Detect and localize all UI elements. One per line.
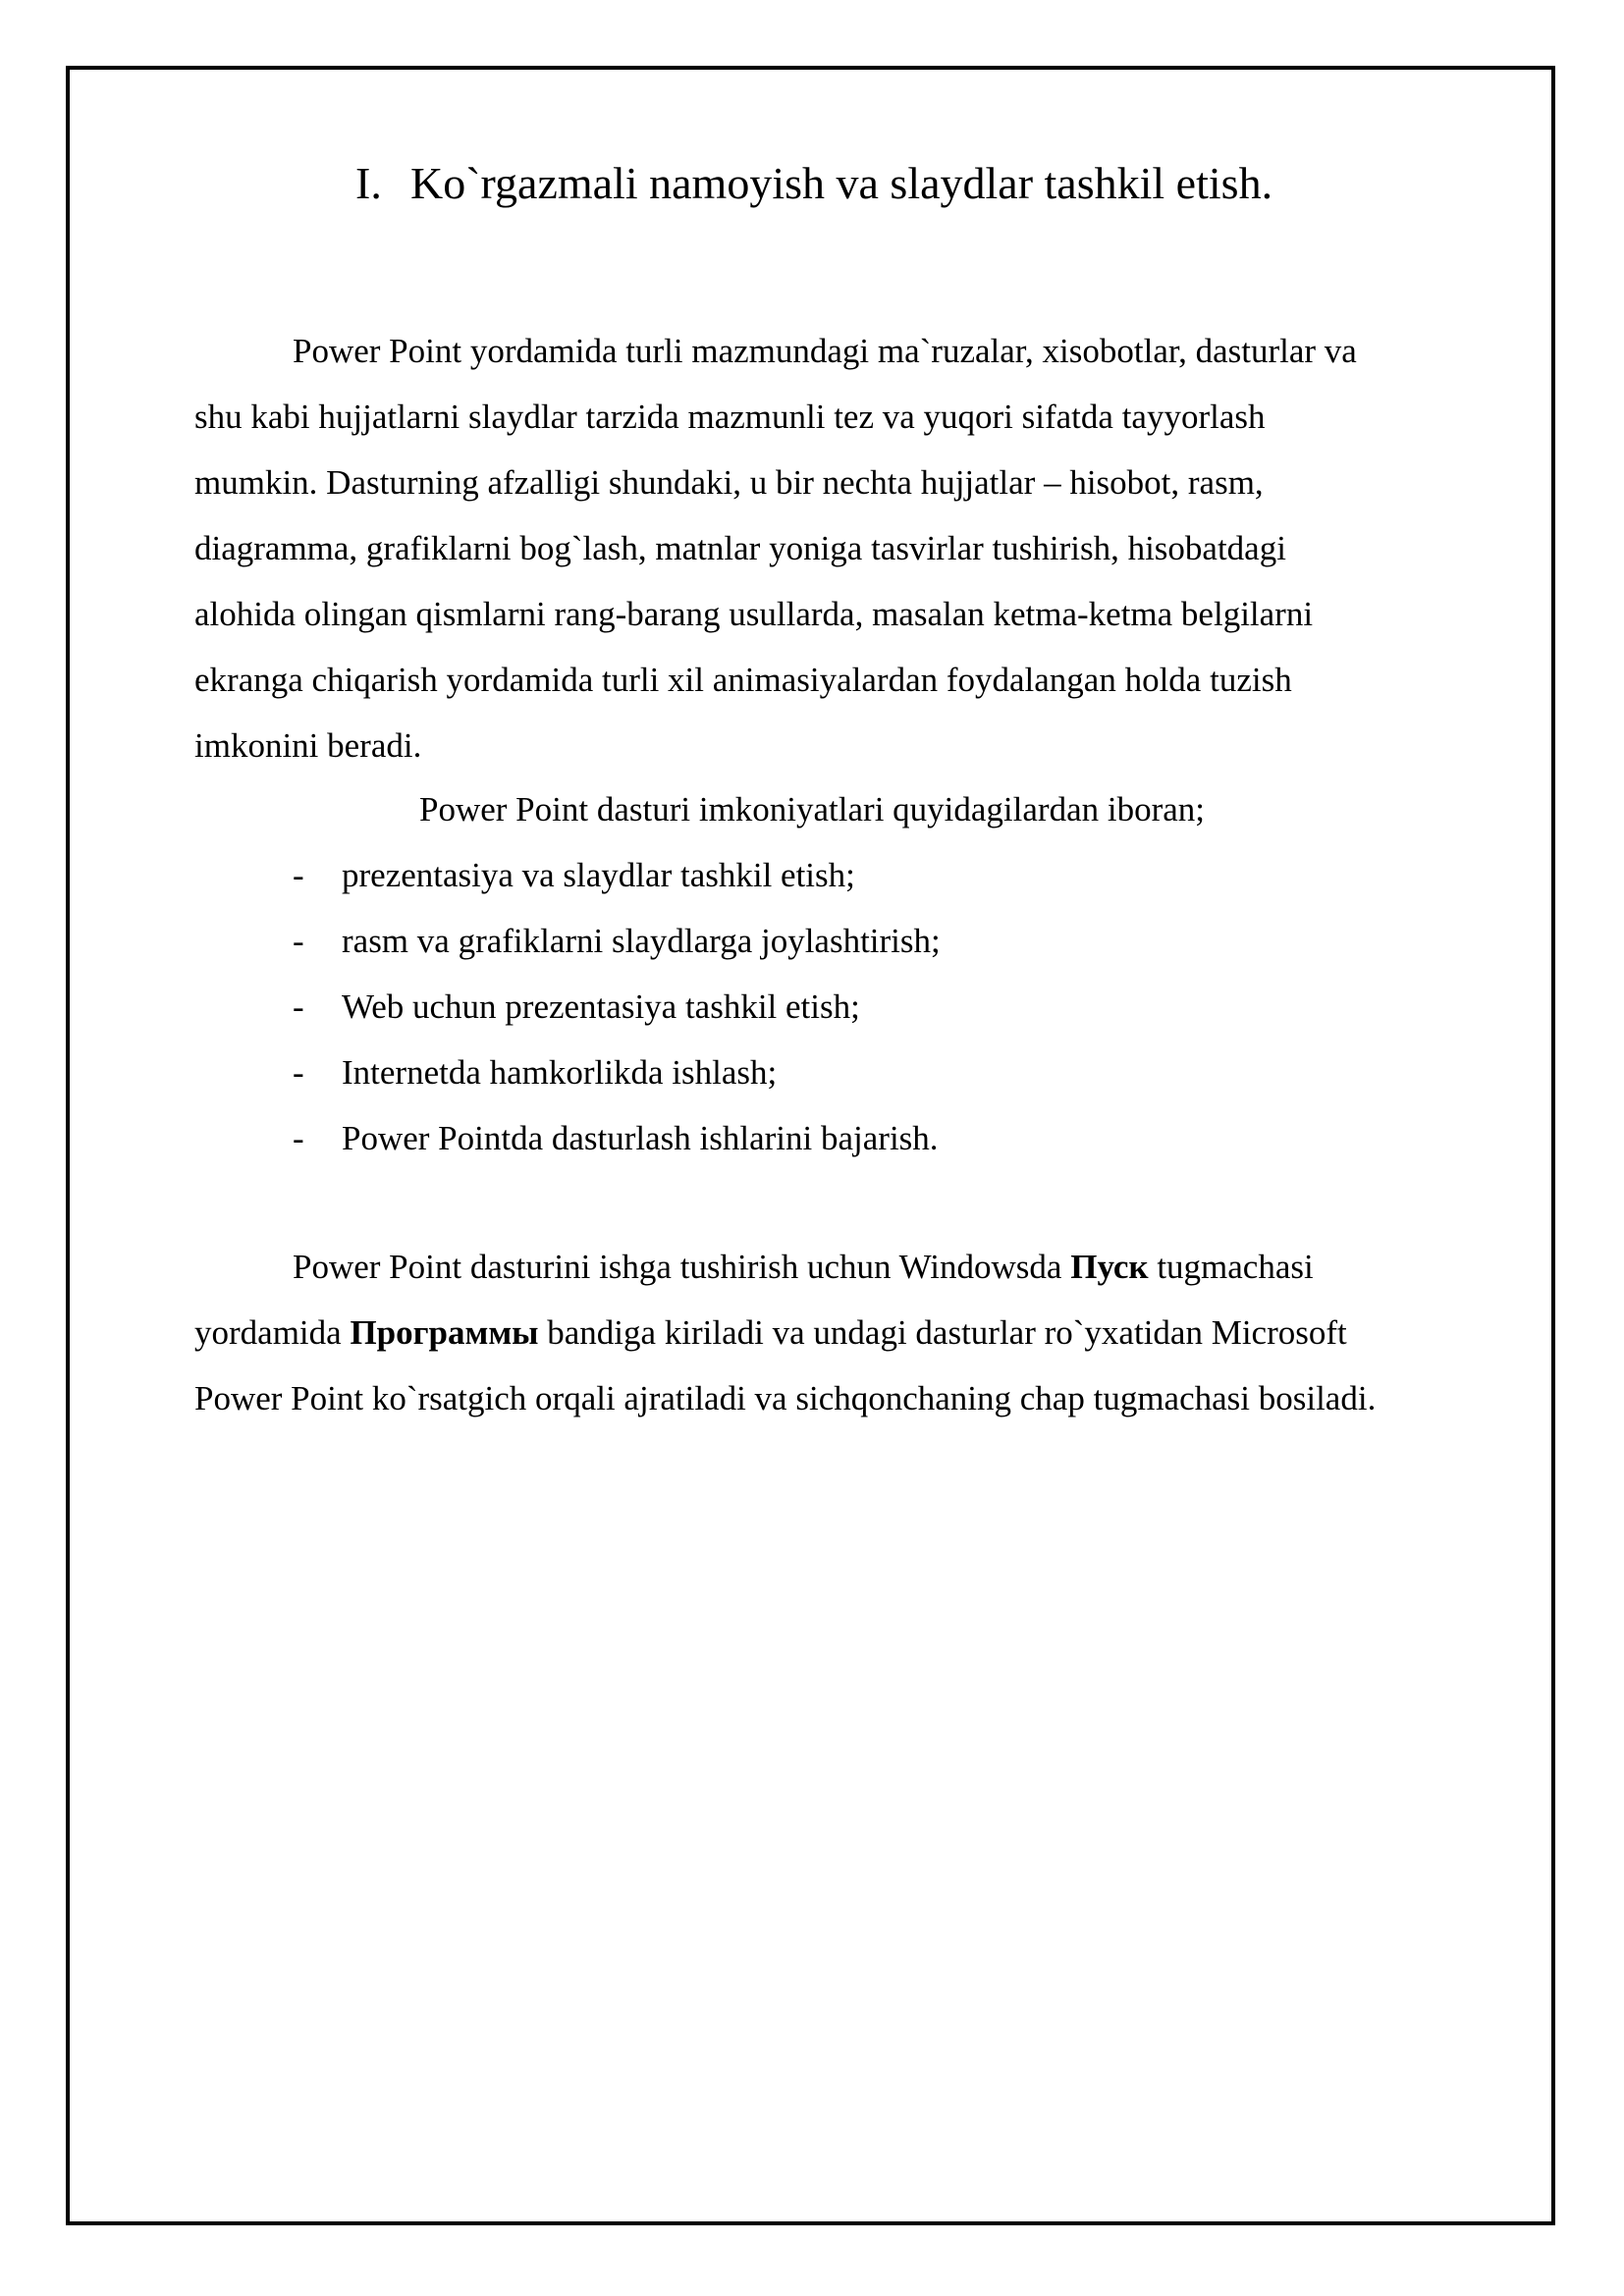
start-button-term: Пуск: [1070, 1248, 1149, 1286]
programs-term: Программы: [350, 1313, 539, 1352]
section-title: Ko`rgazmali namoyish va slaydlar tashkil etish.: [410, 158, 1273, 208]
launch-line: Power Point ko`rsatgich orqali ajratiladi va sichqonchaning chap tugmachasi bosiladi.: [194, 1379, 1377, 1417]
capabilities-intro: Power Point dasturi imkoniyatlari quyidagilardan iboran;: [419, 790, 1205, 828]
list-item: [0, 842, 1624, 908]
list-dash: -: [293, 856, 304, 894]
section-number: I.: [355, 158, 382, 208]
intro-line: ekranga chiqarish yordamida turli xil animasiyalardan foydalangan holda tuzish: [194, 661, 1292, 699]
list-item-text: Power Pointda dasturlash ishlarini bajarish.: [342, 1119, 939, 1157]
launch-text: bandiga kiriladi va undagi dasturlar ro`yxatidan Microsoft: [538, 1313, 1347, 1352]
capabilities-list: [0, 842, 1624, 1171]
list-item-text: rasm va grafiklarni slaydlarga joylashtirish;: [342, 922, 941, 960]
list-item: [0, 908, 1624, 974]
intro-line: alohida olingan qismlarni rang-barang usullarda, masalan ketma-ketma belgilarni: [194, 595, 1314, 633]
list-item: [0, 974, 1624, 1040]
list-dash: -: [293, 1053, 304, 1092]
intro-line: mumkin. Dasturning afzalligi shundaki, u bir nechta hujjatlar – hisobot, rasm,: [194, 463, 1264, 502]
list-item: [0, 1040, 1624, 1105]
intro-line: diagramma, grafiklarni bog`lash, matnlar yoniga tasvirlar tushirish, hisobatdagi: [194, 529, 1286, 567]
list-dash: -: [293, 988, 304, 1026]
list-item-text: Internetda hamkorlikda ishlash;: [342, 1053, 778, 1092]
launch-text: Power Point dasturini ishga tushirish uchun Windowsda: [293, 1248, 1071, 1286]
launch-line: [194, 1300, 1376, 1365]
intro-line: imkonini beradi.: [194, 726, 422, 765]
intro-line: Power Point yordamida turli mazmundagi ma`ruzalar, xisobotlar, dasturlar va: [293, 332, 1357, 370]
list-item: [0, 1105, 1624, 1171]
intro-paragraph: [194, 318, 1357, 778]
intro-line: shu kabi hujjatlarni slaydlar tarzida mazmunli tez va yuqori sifatda tayyorlash: [194, 398, 1266, 436]
launch-paragraph: [194, 1234, 1376, 1431]
list-item-text: prezentasiya va slaydlar tashkil etish;: [342, 856, 855, 894]
list-dash: -: [293, 922, 304, 960]
launch-text: yordamida: [194, 1313, 351, 1352]
launch-text: tugmachasi: [1148, 1248, 1314, 1286]
list-item-text: Web uchun prezentasiya tashkil etish;: [342, 988, 860, 1026]
list-dash: -: [293, 1119, 304, 1157]
launch-line: [194, 1234, 1376, 1300]
